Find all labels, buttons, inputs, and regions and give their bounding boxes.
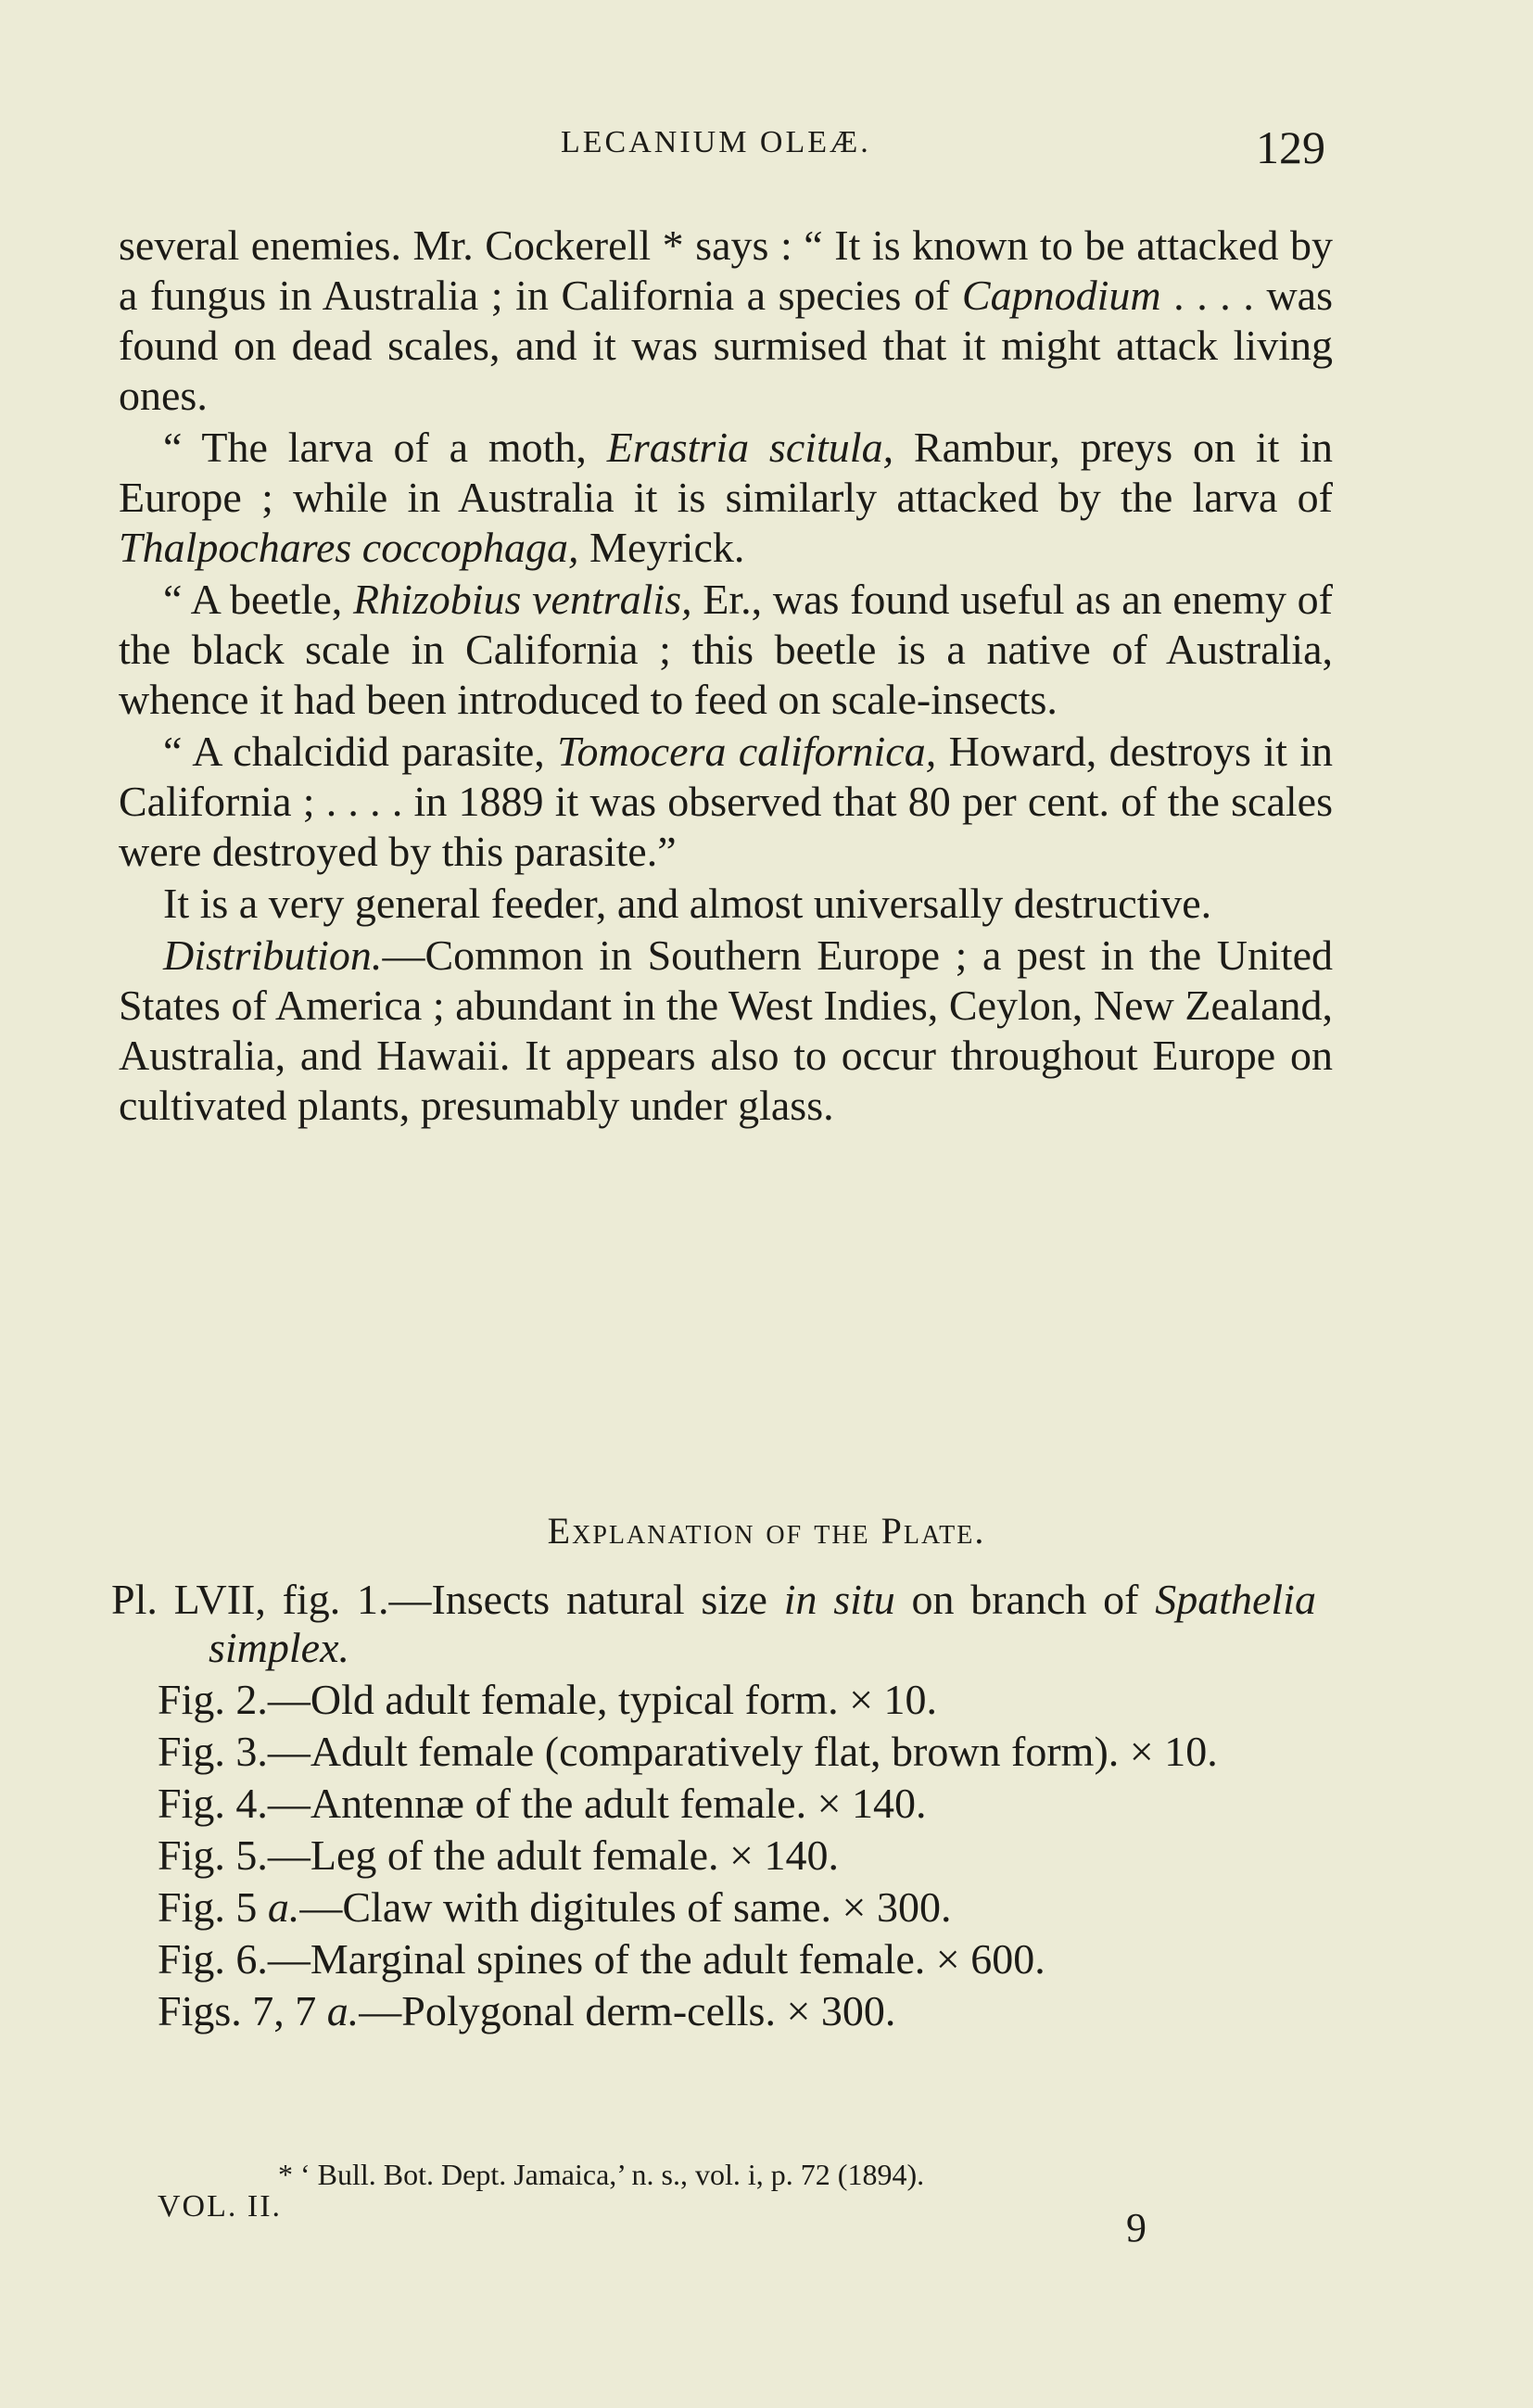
paragraph-4: “ A chalcidid parasite, Tomocera californica, Howard, destroys it in California ; . . . . in 1889 it was observed that 80 per cent. of the scales were destroyed by this parasite.” [119, 728, 1334, 875]
plate-entry: Fig. 6.—Marginal spines of the adult female. × 600. [158, 1935, 1045, 1983]
plate-explanations [111, 1576, 1316, 2039]
plate-entry: Fig. 2.—Old adult female, typical form. × 10. [158, 1676, 938, 1723]
paragraph-3: “ A beetle, Rhizobius ventralis, Er., was found useful as an enemy of the black scale in California ; this beetle is a native of Australia, whence it had been introduced to feed on scale-insects. [119, 576, 1333, 723]
volume-signature: VOL. II. [158, 2189, 283, 2224]
paragraph-1: several enemies. Mr. Cockerell * says : “ It is known to be attacked by a fungus in Australia ; in California a species of Capnodium . . . . was found on dead scales, and it was surmised that it might attack living ones. [119, 222, 1333, 419]
footnote: * ‘ Bull. Bot. Dept. Jamaica,’ n. s., vol. i, p. 72 (1894). [278, 2158, 925, 2191]
body-text [119, 221, 1333, 1131]
paragraph-6: Distribution.—Common in Southern Europe ; a pest in the United States of America ; abundant in the West Indies, Ceylon, New Zealand, Australia, and Hawaii. It appears also to occur throughout Europe on cultivated plants, presumably under glass. [119, 932, 1333, 1129]
paragraph-2: “ The larva of a moth, Erastria scitula, Rambur, preys on it in Europe ; while in Australia it is similarly attacked by the larva of Thalpochares coccophaga, Meyrick. [119, 424, 1333, 571]
explanation-heading: Explanation of the Plate. [547, 1510, 986, 1552]
plate-entry: Fig. 5.—Leg of the adult female. × 140. [158, 1831, 839, 1879]
plate-entry: Fig. 3.—Adult female (comparatively flat, brown form). × 10. [158, 1728, 1218, 1775]
plate-entry: Fig. 5 a.—Claw with digitules of same. × 300. [158, 1883, 952, 1931]
page-number: 129 [1256, 121, 1325, 173]
paragraph-5: It is a very general feeder, and almost universally destructive. [163, 880, 1212, 927]
signature-mark: 9 [1126, 2205, 1147, 2250]
plate-entry: Figs. 7, 7 a.—Polygonal derm-cells. × 300. [158, 1987, 896, 2034]
running-title: LECANIUM OLEÆ. [561, 125, 871, 159]
plate-entry: Pl. LVII, fig. 1.—Insects natural size in situ on branch of Spathelia simplex. [111, 1576, 1316, 1671]
plate-entry: Fig. 4.—Antennæ of the adult female. × 140. [158, 1780, 927, 1827]
